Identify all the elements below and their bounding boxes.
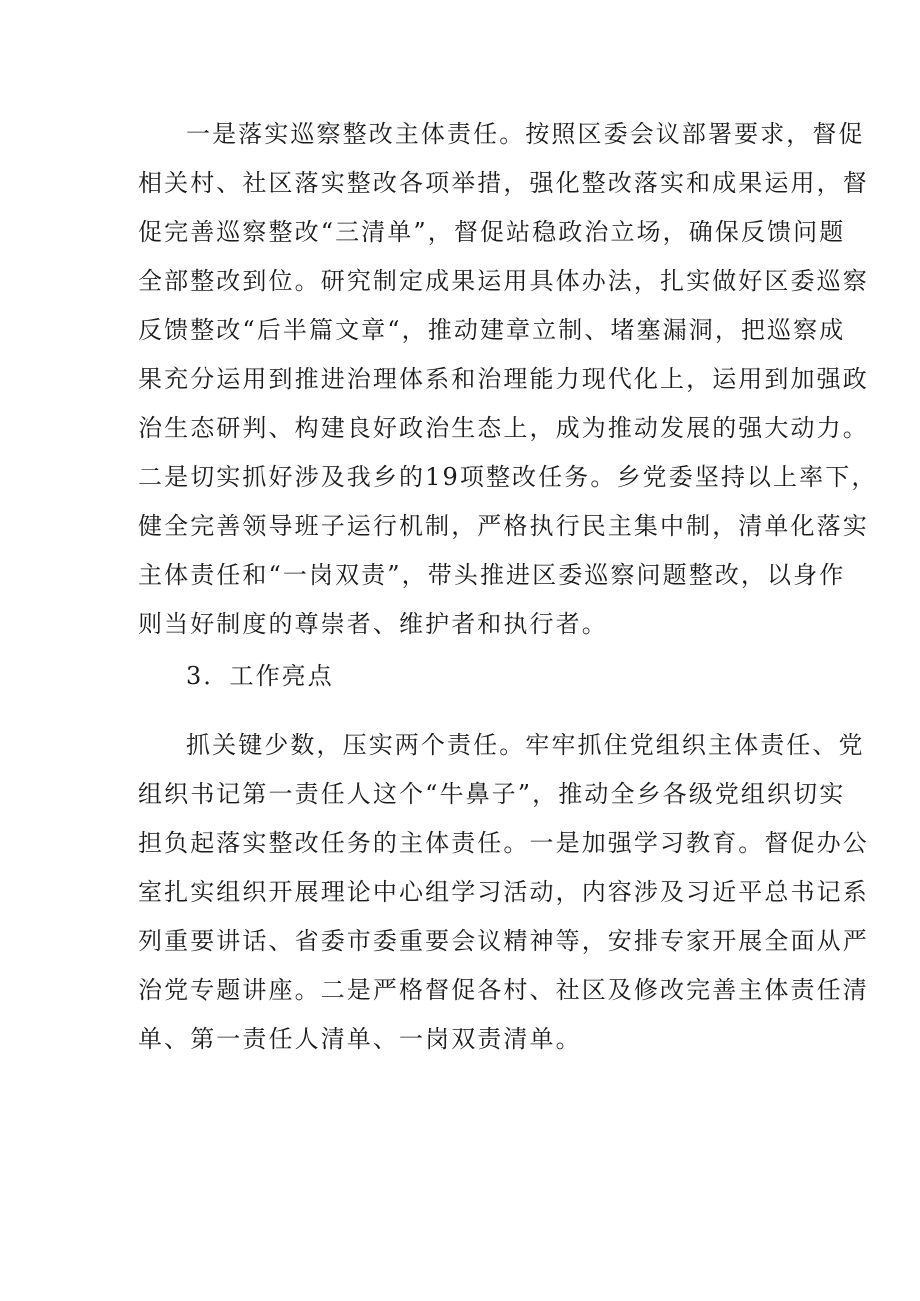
text-line: 则当好制度的尊崇者、维护者和执行者。 — [138, 610, 608, 638]
text-line: 果充分运用到推进治理体系和治理能力现代化上，运用到加强政 — [138, 365, 869, 393]
text-line: 二是切实抓好涉及我乡的19项整改任务。乡党委坚持以上率下， — [138, 463, 878, 491]
text-line: 列重要讲话、省委市委重要会议精神等，安排专家开展全面从严 — [138, 927, 869, 955]
text-line: 担负起落实整改任务的主体责任。一是加强学习教育。督促办公 — [138, 829, 869, 857]
text-line: 治党专题讲座。二是严格督促各村、社区及修改完善主体责任清 — [138, 976, 869, 1004]
text-line: 全部整改到位。研究制定成果运用具体办法，扎实做好区委巡察 — [138, 267, 869, 295]
text-line: 抓关键少数，压实两个责任。牢牢抓住党组织主体责任、党 — [186, 731, 865, 759]
section-heading: 3．工作亮点 — [186, 662, 334, 690]
text-line: 健全完善领导班子运行机制，严格执行民主集中制，清单化落实 — [138, 512, 869, 540]
text-line: 治生态研判、构建良好政治生态上，成为推动发展的强大动力。 — [138, 414, 869, 442]
text-line: 相关村、社区落实整改各项举措，强化整改落实和成果运用，督 — [138, 169, 869, 197]
text-line: 主体责任和“一岗双责”，带头推进区委巡察问题整改，以身作 — [138, 561, 846, 589]
text-line: 促完善巡察整改“三清单”，督促站稳政治立场，确保反馈问题 — [138, 218, 846, 246]
text-line: 单、第一责任人清单、一岗双责清单。 — [138, 1025, 582, 1053]
text-line: 室扎实组织开展理论中心组学习活动，内容涉及习近平总书记系 — [138, 878, 869, 906]
text-line: 组织书记第一责任人这个“牛鼻子”，推动全乡各级党组织切实 — [138, 780, 846, 808]
text-line: 一是落实巡察整改主体责任。按照区委会议部署要求，督促 — [186, 120, 865, 148]
text-line: 反馈整改“后半篇文章“，推动建章立制、堵塞漏洞，把巡察成 — [138, 316, 846, 344]
